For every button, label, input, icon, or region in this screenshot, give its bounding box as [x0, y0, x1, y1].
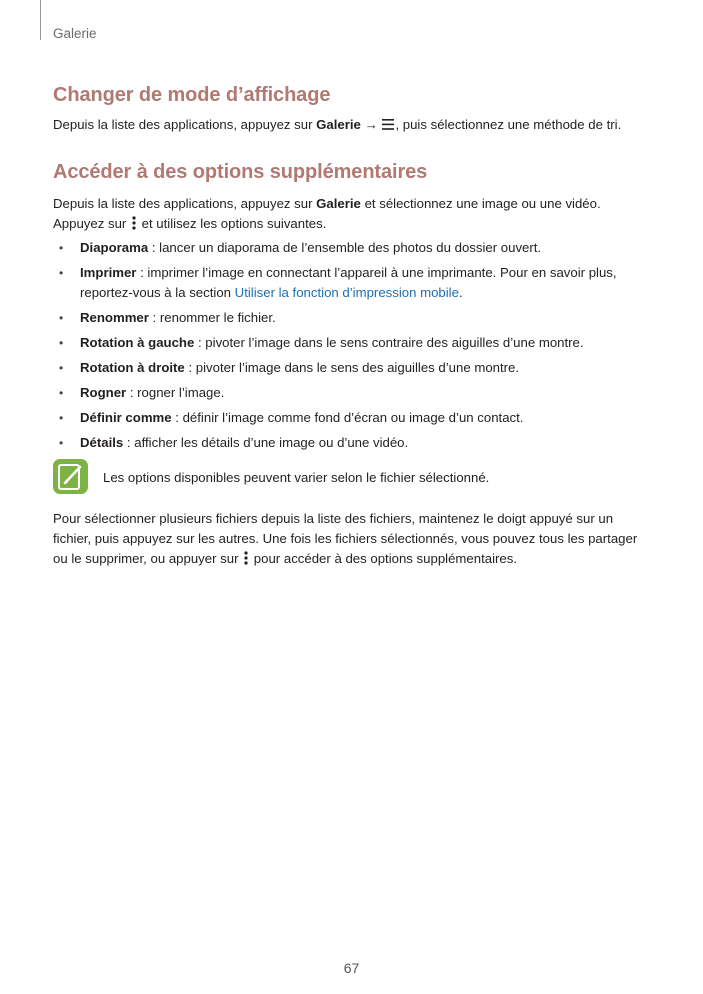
print-section-link[interactable]: Utiliser la fonction d’impression mobile — [234, 285, 459, 300]
bullet: • — [59, 436, 64, 450]
note-box — [53, 459, 653, 495]
options-list — [53, 238, 653, 453]
gallery-app-name: Galerie — [316, 117, 361, 132]
bullet: • — [59, 311, 64, 325]
bullet: • — [59, 336, 64, 350]
more-options-icon — [244, 551, 248, 565]
page-content — [53, 80, 653, 569]
bullet: • — [59, 386, 64, 400]
bullet: • — [59, 411, 64, 425]
list-item: • Définir comme : définir l’image comme fond d’écran ou image d’un contact. — [53, 408, 653, 428]
section-title-display-mode: Changer de mode d’affichage — [53, 84, 331, 106]
list-item: • Renommer : renommer le fichier. — [53, 308, 653, 328]
multi-select-paragraph: Pour sélectionner plusieurs fichiers depuis la liste des fichiers, maintenez le doigt appuyé sur un fichier, puis appuyez sur les autres. Une fois les fichiers sélectionnés, vous pouvez tous les partager ou le supprimer, ou appuyer sur pour accéder à des options supplémentaires. — [53, 511, 638, 566]
list-item: • Imprimer : imprimer l’image en connectant l’appareil à une imprimante. Pour en savoir plus, reportez-vous à la section Utiliser la fonction d’impression mobile. — [59, 265, 617, 300]
display-mode-instructions: Depuis la liste des applications, appuyez sur Galerie → , puis sélectionnez une méthode de tri. — [53, 117, 622, 132]
list-item: • Diaporama : lancer un diaporama de l’ensemble des photos du dossier ouvert. — [53, 238, 653, 258]
list-item: • Détails : afficher les détails d’une image ou d’une vidéo. — [53, 433, 653, 453]
more-options-icon — [132, 216, 136, 230]
bullet: • — [59, 361, 64, 375]
note-text: Les options disponibles peuvent varier selon le fichier sélectionné. — [103, 470, 490, 485]
list-item: • Rotation à gauche : pivoter l’image dans le sens contraire des aiguilles d’une montre. — [53, 333, 653, 353]
section-title-more-options: Accéder à des options supplémentaires — [53, 161, 428, 183]
side-rule — [40, 0, 41, 40]
list-item: • Rotation à droite : pivoter l’image dans le sens des aiguilles d’une montre. — [53, 358, 653, 378]
running-header: Galerie — [53, 26, 97, 41]
page-number: 67 — [343, 960, 360, 976]
more-options-intro: Depuis la liste des applications, appuyez sur Galerie et sélectionnez une image ou une vidéo. Appuyez sur et utilisez les options suivantes. — [53, 196, 601, 231]
note-icon — [53, 459, 88, 494]
bullet: • — [59, 241, 64, 255]
menu-icon — [382, 119, 394, 130]
bullet: • — [59, 266, 64, 280]
gallery-app-name: Galerie — [316, 196, 361, 211]
list-item: • Rogner : rogner l’image. — [53, 383, 653, 403]
